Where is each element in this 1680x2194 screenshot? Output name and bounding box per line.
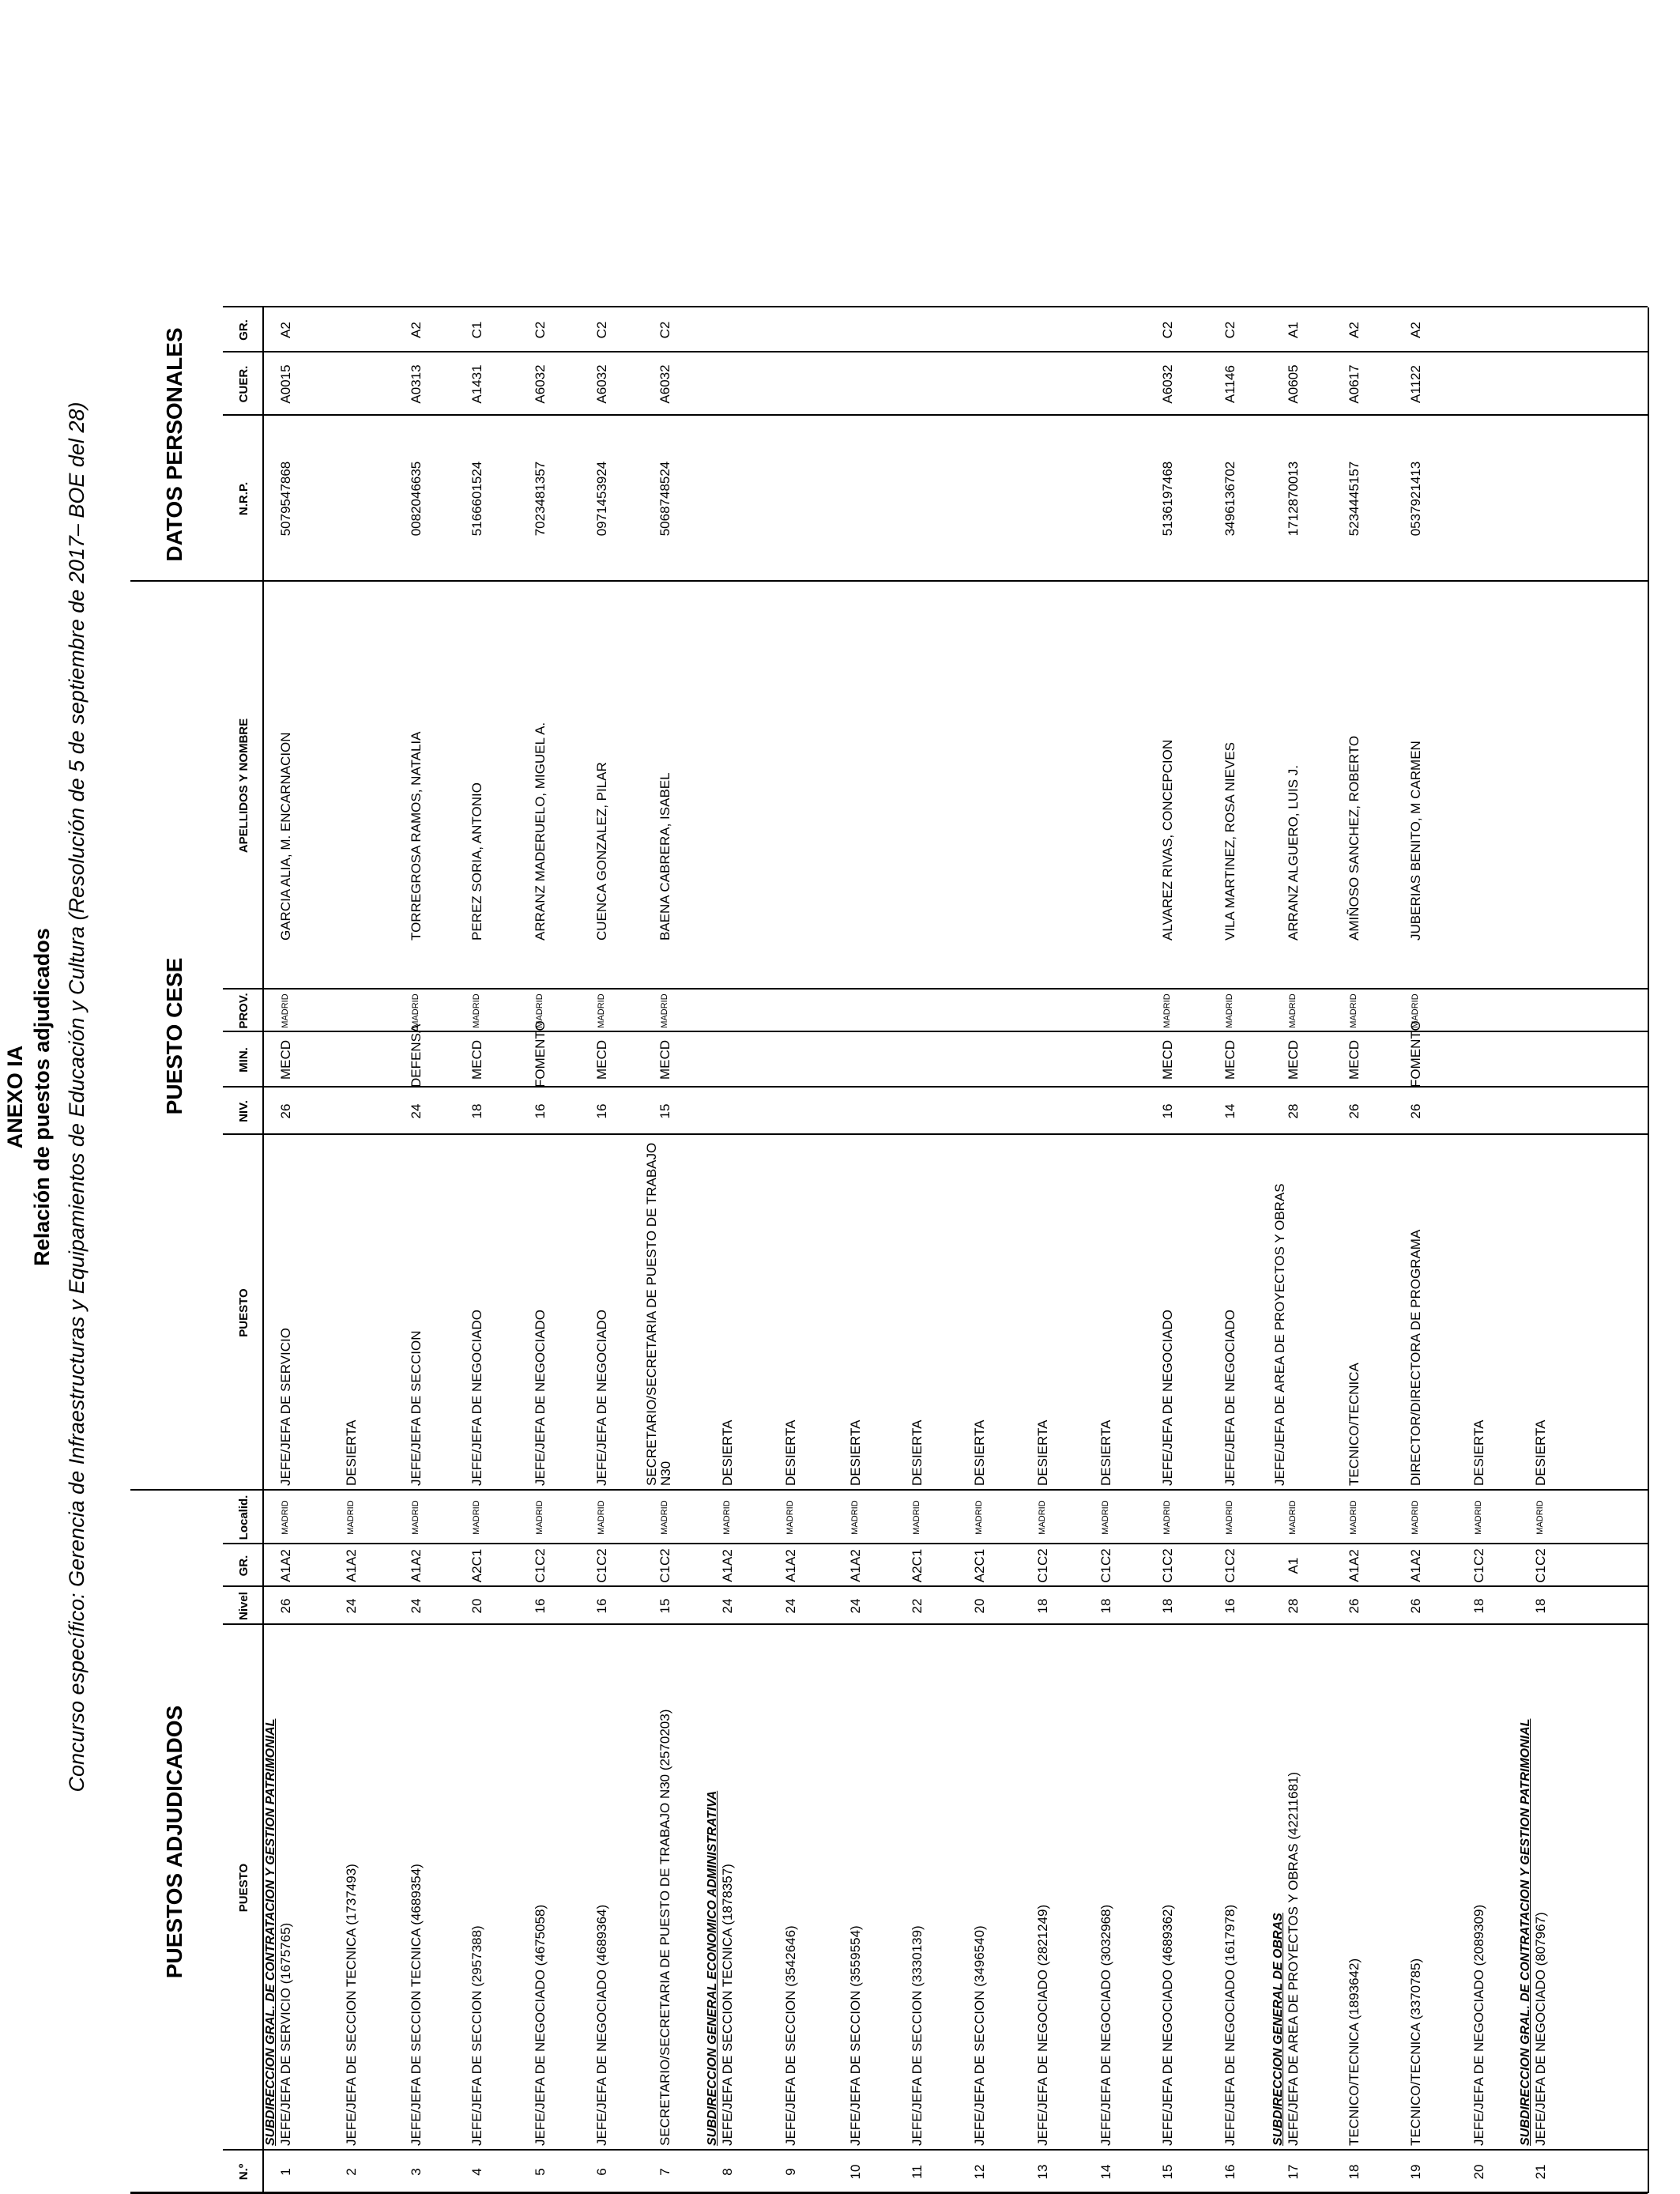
column-divider (223, 351, 1648, 352)
localidad-value: MADRID (597, 1500, 606, 1535)
column-divider (223, 1133, 1648, 1135)
min-value: MECD (594, 1039, 609, 1080)
prov-value: MADRID (1288, 993, 1298, 1028)
puesto-adjudicado: JEFE/JEFA DE SERVICIO (1675765) (278, 1922, 293, 2146)
gr-value: C1C2 (1533, 1548, 1548, 1583)
puesto-adjudicado: JEFE/JEFA DE NEGOCIADO (3032968) (1098, 1904, 1113, 2146)
section-puestos-adjudicados: PUESTOS ADJUDICADOS (162, 1705, 186, 1979)
puesto-cese-value: DIRECTOR/DIRECTORA DE PROGRAMA (1408, 1229, 1423, 1486)
gr2-value: C2 (533, 321, 548, 339)
row-number: 5 (533, 2168, 548, 2176)
apellidos-nombre: ARRANZ MADERUELO, MIGUEL A. (533, 722, 548, 941)
cuer-value: A0015 (278, 364, 293, 404)
prov-value: MADRID (1349, 993, 1358, 1028)
row-number: 20 (1471, 2164, 1486, 2180)
apellidos-nombre: BAENA CABRERA, ISABEL (657, 772, 672, 941)
col-header-cuer: CUER. (237, 365, 250, 403)
apellidos-nombre: VILA MARTINEZ, ROSA NIEVES (1222, 742, 1237, 941)
puesto-cese-value: DESIERTA (1471, 1419, 1486, 1486)
localidad-value: MADRID (722, 1500, 732, 1535)
row-number: 1 (278, 2168, 293, 2176)
localidad-value: MADRID (1038, 1500, 1047, 1535)
row-number: 4 (469, 2168, 484, 2176)
niv-value: 26 (1408, 1103, 1423, 1119)
niv-value: 14 (1222, 1103, 1237, 1119)
gr-value: A1A2 (344, 1549, 359, 1582)
localidad-value: MADRID (1288, 1500, 1298, 1535)
puesto-cese-value: JEFE/JEFA DE NEGOCIADO (469, 1310, 484, 1486)
localidad-value: MADRID (1101, 1500, 1110, 1535)
nivel-value: 26 (1347, 1598, 1362, 1614)
localidad-value: MADRID (974, 1500, 984, 1535)
apellidos-nombre: CUENCA GONZALEZ, PILAR (594, 762, 609, 941)
cuer-value: A6032 (1160, 364, 1175, 404)
gr2-value: C2 (657, 321, 672, 339)
puesto-cese-value: JEFE/JEFA DE NEGOCIADO (594, 1310, 609, 1486)
prov-value: MADRID (535, 993, 544, 1028)
nivel-value: 16 (533, 1598, 548, 1614)
col-header-gr2: GR. (237, 319, 250, 341)
cuer-value: A1146 (1222, 365, 1237, 403)
nrp-value: 7023481357 (533, 461, 548, 537)
col-header-puesto-cese: PUESTO (237, 1288, 250, 1337)
apellidos-nombre: TORREGROSA RAMOS, NATALIA (409, 731, 424, 941)
nrp-value: 5068748524 (657, 461, 672, 537)
puesto-adjudicado: JEFE/JEFA DE SECCION (2957388) (469, 1925, 484, 2146)
nivel-value: 18 (1035, 1598, 1050, 1614)
localidad-value: MADRID (535, 1500, 544, 1535)
cuer-value: A6032 (533, 364, 548, 404)
gr-value: A1A2 (783, 1549, 798, 1582)
nrp-value: 0537921413 (1408, 461, 1423, 537)
puesto-cese-value: DESIERTA (344, 1419, 359, 1486)
row-number: 14 (1098, 2164, 1113, 2180)
puesto-adjudicado: JEFE/JEFA DE SECCION TECNICA (1737493) (344, 1864, 359, 2146)
niv-value: 26 (278, 1103, 293, 1119)
puesto-adjudicado: TECNICO/TECNICA (3370785) (1408, 1958, 1423, 2146)
puesto-cese-value: TECNICO/TECNICA (1347, 1363, 1362, 1486)
localidad-value: MADRID (1411, 1500, 1420, 1535)
relacion-title: Relación de puestos adjudicados (30, 928, 54, 1266)
row-number: 13 (1035, 2164, 1050, 2180)
localidad-value: MADRID (281, 1500, 290, 1535)
row-number: 3 (409, 2168, 424, 2176)
prov-value: MADRID (281, 993, 290, 1028)
resolution-subtitle: Concurso específico: Gerencia de Infraestructuras y Equipamientos de Educación y Cultura (Resolución de 5 de septiembre de 2017– BOE del 28) (65, 401, 89, 1793)
gr-value: C1C2 (594, 1548, 609, 1583)
nivel-value: 15 (657, 1598, 672, 1614)
col-header-niv: NIV. (237, 1100, 250, 1122)
puesto-cese-value: DESIERTA (1035, 1419, 1050, 1486)
localidad-value: MADRID (346, 1500, 356, 1535)
niv-value: 16 (533, 1103, 548, 1119)
gr-value: A1A2 (720, 1549, 735, 1582)
puesto-cese-value: DESIERTA (783, 1419, 798, 1486)
row-number: 17 (1286, 2164, 1301, 2180)
min-value: MECD (1347, 1039, 1362, 1080)
col-header-apellidos: APELLIDOS Y NOMBRE (237, 718, 250, 854)
puesto-adjudicado: JEFE/JEFA DE NEGOCIADO (4675058) (533, 1904, 548, 2146)
nrp-value: 5136197468 (1160, 461, 1175, 537)
col-header-n: N.º (237, 2163, 250, 2181)
subdireccion-heading: SUBDIRECCION GENERAL ECONOMICO ADMINISTRATIVA (706, 1790, 719, 2146)
apellidos-nombre: ARRANZ ALGUERO, LUIS J. (1286, 765, 1301, 941)
min-value: MECD (278, 1039, 293, 1080)
puesto-cese-value: JEFE/JEFA DE SECCION (409, 1330, 424, 1486)
col-header-prov: PROV. (237, 993, 250, 1029)
cuer-value: A6032 (657, 364, 672, 404)
nivel-value: 16 (594, 1598, 609, 1614)
localidad-value: MADRID (850, 1500, 860, 1535)
column-divider (223, 306, 1648, 307)
prov-value: MADRID (1225, 993, 1234, 1028)
nivel-value: 24 (409, 1598, 424, 1614)
subdireccion-heading: SUBDIRECCION GRAL. DE CONTRATACION Y GESTION PATRIMONIAL (1519, 1718, 1532, 2146)
min-value: MECD (1222, 1039, 1237, 1080)
table-bottom-rule (1648, 307, 1649, 2193)
gr-value: C1C2 (533, 1548, 548, 1583)
puesto-adjudicado: JEFE/JEFA DE AREA DE PROYECTOS Y OBRAS (42211681) (1286, 1771, 1301, 2146)
nivel-value: 20 (469, 1598, 484, 1614)
cuer-value: A0313 (409, 364, 424, 404)
puesto-adjudicado: TECNICO/TECNICA (1893642) (1347, 1958, 1362, 2146)
localidad-value: MADRID (1162, 1500, 1172, 1535)
niv-value: 18 (469, 1103, 484, 1119)
localidad-value: MADRID (472, 1500, 481, 1535)
nivel-value: 20 (972, 1598, 987, 1614)
nivel-value: 24 (344, 1598, 359, 1614)
row-number: 12 (972, 2164, 987, 2180)
gr2-value: A2 (278, 322, 293, 338)
prov-value: MADRID (660, 993, 669, 1028)
localidad-value: MADRID (411, 1500, 420, 1535)
gr-value: A1A2 (848, 1549, 863, 1582)
puesto-cese-value: DESIERTA (848, 1419, 863, 1486)
niv-value: 26 (1347, 1103, 1362, 1119)
nrp-value: 5166601524 (469, 461, 484, 537)
nivel-value: 28 (1286, 1598, 1301, 1614)
column-divider (223, 414, 1648, 416)
puesto-adjudicado: JEFE/JEFA DE SECCION (3330139) (910, 1925, 925, 2146)
nivel-value: 26 (278, 1598, 293, 1614)
gr-value: C1C2 (1222, 1548, 1237, 1583)
puesto-adjudicado: JEFE/JEFA DE SECCION TECNICA (1878357) (720, 1864, 735, 2146)
gr2-value: C2 (1160, 321, 1175, 339)
apellidos-nombre: ALVAREZ RIVAS, CONCEPCION (1160, 739, 1175, 941)
gr-value: A2C1 (469, 1548, 484, 1583)
puesto-adjudicado: JEFE/JEFA DE NEGOCIADO (2821249) (1035, 1904, 1050, 2146)
puesto-cese-value: JEFE/JEFA DE AREA DE PROYECTOS Y OBRAS (1272, 1183, 1287, 1486)
nivel-value: 18 (1533, 1598, 1548, 1614)
niv-value: 28 (1286, 1103, 1301, 1119)
niv-value: 16 (594, 1103, 609, 1119)
cuer-value: A1431 (469, 364, 484, 404)
nivel-value: 18 (1160, 1598, 1175, 1614)
nivel-value: 16 (1222, 1598, 1237, 1614)
row-number: 10 (848, 2164, 863, 2180)
prov-value: MADRID (1162, 993, 1172, 1028)
puesto-cese-value: DESIERTA (720, 1419, 735, 1486)
localidad-value: MADRID (785, 1500, 795, 1535)
nrp-value: 5234445157 (1347, 461, 1362, 537)
row-number: 18 (1347, 2164, 1362, 2180)
apellidos-nombre: JUBERIAS BENITO, M CARMEN (1408, 741, 1423, 941)
nivel-value: 22 (910, 1598, 925, 1614)
anexo-title: ANEXO IA (3, 1045, 27, 1149)
gr-value: C1C2 (1160, 1548, 1175, 1583)
niv-value: 16 (1160, 1103, 1175, 1119)
puesto-adjudicado: JEFE/JEFA DE NEGOCIADO (1617978) (1222, 1904, 1237, 2146)
col-header-gr: GR. (237, 1555, 250, 1577)
column-divider (223, 1623, 1648, 1625)
gr-value: C1C2 (657, 1548, 672, 1583)
row-number: 7 (657, 2168, 672, 2176)
gr-value: A1 (1286, 1557, 1301, 1574)
localidad-value: MADRID (660, 1500, 669, 1535)
column-divider (130, 1489, 1648, 1491)
puesto-adjudicado: JEFE/JEFA DE NEGOCIADO (807967) (1533, 1912, 1548, 2146)
puesto-cese-value: JEFE/JEFA DE SERVICIO (278, 1328, 293, 1486)
row-number: 21 (1533, 2164, 1548, 2180)
prov-value: MADRID (472, 993, 481, 1028)
min-value: MECD (469, 1039, 484, 1080)
gr-value: A1A2 (1347, 1549, 1362, 1582)
section-datos-personales: DATOS PERSONALES (162, 327, 186, 562)
nrp-value: 0082046635 (409, 461, 424, 537)
gr2-value: A1 (1286, 322, 1301, 338)
puesto-adjudicado: JEFE/JEFA DE NEGOCIADO (4689362) (1160, 1904, 1175, 2146)
niv-value: 24 (409, 1103, 424, 1119)
row-number: 15 (1160, 2164, 1175, 2180)
gr-value: C1C2 (1098, 1548, 1113, 1583)
puesto-cese-value: JEFE/JEFA DE NEGOCIADO (1160, 1310, 1175, 1486)
nivel-value: 24 (783, 1598, 798, 1614)
apellidos-nombre: AMIÑOSO SANCHEZ, ROBERTO (1347, 735, 1362, 941)
cuer-value: A6032 (594, 364, 609, 404)
prov-value: MADRID (1411, 993, 1420, 1028)
column-divider (223, 1585, 1648, 1587)
nivel-value: 18 (1471, 1598, 1486, 1614)
gr2-value: C2 (594, 321, 609, 339)
row-number: 8 (720, 2168, 735, 2176)
column-divider (223, 1086, 1648, 1088)
row-number: 16 (1222, 2164, 1237, 2180)
puesto-adjudicado: JEFE/JEFA DE NEGOCIADO (2089309) (1471, 1904, 1486, 2146)
min-value: MECD (657, 1039, 672, 1080)
puesto-cese-value: DESIERTA (972, 1419, 987, 1486)
puesto-cese-value: DESIERTA (1533, 1419, 1548, 1486)
nivel-value: 26 (1408, 1598, 1423, 1614)
localidad-value: MADRID (1474, 1500, 1483, 1535)
apellidos-nombre: GARCIA ALIA, M. ENCARNACION (278, 732, 293, 941)
subdireccion-heading: SUBDIRECCION GRAL. DE CONTRATACION Y GESTION PATRIMONIAL (264, 1718, 277, 2146)
gr2-value: C2 (1222, 321, 1237, 339)
cuer-value: A0617 (1347, 364, 1362, 404)
cuer-value: A0605 (1286, 364, 1301, 404)
gr-value: A1A2 (1408, 1549, 1423, 1582)
nivel-value: 24 (720, 1598, 735, 1614)
row-number: 6 (594, 2168, 609, 2176)
gr-value: C1C2 (1471, 1548, 1486, 1583)
localidad-value: MADRID (912, 1500, 921, 1535)
puesto-cese-value: DESIERTA (1098, 1419, 1113, 1486)
section-puesto-cese: PUESTO CESE (162, 957, 186, 1115)
gr2-value: A2 (1347, 322, 1362, 338)
nrp-value: 1712870013 (1286, 461, 1301, 537)
row-number: 9 (783, 2168, 798, 2176)
nivel-value: 24 (848, 1598, 863, 1614)
niv-value: 15 (657, 1103, 672, 1119)
gr2-value: C1 (469, 321, 484, 339)
puesto-cese-value: JEFE/JEFA DE NEGOCIADO (533, 1310, 548, 1486)
min-value: MECD (1160, 1039, 1175, 1080)
col-header-nivel: Nivel (237, 1592, 250, 1620)
puesto-cese-value: JEFE/JEFA DE NEGOCIADO (1222, 1310, 1237, 1486)
gr-value: C1C2 (1035, 1548, 1050, 1583)
row-number: 11 (910, 2165, 925, 2179)
nrp-value: 0971453924 (594, 461, 609, 537)
prov-value: MADRID (597, 993, 606, 1028)
column-divider (223, 2149, 1648, 2151)
column-divider (223, 1031, 1648, 1032)
gr-value: A1A2 (278, 1549, 293, 1582)
puesto-adjudicado: JEFE/JEFA DE NEGOCIADO (4689364) (594, 1904, 609, 2146)
col-header-nrp: N.R.P. (237, 481, 250, 516)
gr-value: A1A2 (409, 1549, 424, 1582)
min-value: FOMENTO (533, 1020, 548, 1088)
gr2-value: A2 (1408, 322, 1423, 338)
gr-value: A2C1 (972, 1548, 987, 1583)
row-number: 2 (344, 2168, 359, 2176)
prov-value: MADRID (411, 993, 420, 1028)
column-divider (223, 988, 1648, 990)
localidad-value: MADRID (1349, 1500, 1358, 1535)
puesto-cese-value: DESIERTA (910, 1419, 925, 1486)
min-value: FOMENTO (1408, 1020, 1423, 1088)
puesto-adjudicado: JEFE/JEFA DE SECCION (3542646) (783, 1925, 798, 2146)
nrp-value: 5079547868 (278, 461, 293, 537)
localidad-value: MADRID (1225, 1500, 1234, 1535)
gr-value: A2C1 (910, 1548, 925, 1583)
col-header-min: MIN. (237, 1047, 250, 1072)
nivel-value: 18 (1098, 1598, 1113, 1614)
min-value: MECD (1286, 1039, 1301, 1080)
puesto-adjudicado: JEFE/JEFA DE SECCION (3559554) (848, 1925, 863, 2146)
subdireccion-heading: SUBDIRECCION GENERAL DE OBRAS (1271, 1913, 1285, 2146)
gr2-value: A2 (409, 322, 424, 338)
col-header-localidad: Localid. (237, 1495, 250, 1540)
puesto-adjudicado: JEFE/JEFA DE SECCION TECNICA (4689354) (409, 1864, 424, 2146)
puesto-cese-value: SECRETARIO/SECRETARIA DE PUESTO DE TRABAJO N30 (644, 1142, 673, 1486)
localidad-value: MADRID (1535, 1500, 1545, 1535)
row-number: 19 (1408, 2164, 1423, 2180)
min-value: DEFENSA (409, 1023, 424, 1088)
col-header-puesto: PUESTO (237, 1863, 250, 1913)
column-divider (223, 1543, 1648, 1544)
nrp-value: 3496136702 (1222, 461, 1237, 537)
puesto-adjudicado: SECRETARIO/SECRETARIA DE PUESTO DE TRABAJO N30 (2570203) (657, 1709, 672, 2146)
puesto-adjudicado: JEFE/JEFA DE SECCION (3496540) (972, 1925, 987, 2146)
apellidos-nombre: PEREZ SORIA, ANTONIO (469, 782, 484, 941)
cuer-value: A1122 (1408, 365, 1423, 403)
